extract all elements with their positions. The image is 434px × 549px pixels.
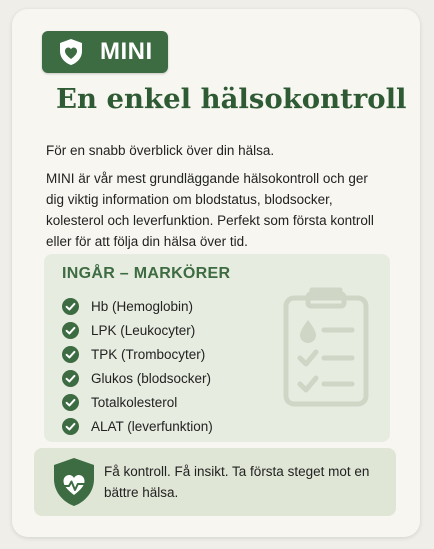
clipboard-checklist-icon — [280, 284, 372, 408]
intro-text: För en snabb överblick över din hälsa. — [46, 143, 275, 158]
marker-label: LPK (Leukocyter) — [91, 322, 196, 338]
list-item — [62, 366, 213, 390]
marker-label: TPK (Trombocyter) — [91, 346, 206, 362]
marker-list — [62, 294, 213, 438]
description-text: MINI är vår mest grundläggande hälsokontroll och ger dig viktig information om blodstatus, blodsocker, kolesterol och leverfunktion. Perfekt som första kontroll eller för att följa din hälsa över tid. — [46, 171, 374, 249]
check-circle-icon — [62, 346, 79, 363]
list-item — [62, 318, 213, 342]
marker-label: Hb (Hemoglobin) — [91, 298, 194, 314]
check-circle-icon — [62, 298, 79, 315]
check-circle-icon — [62, 370, 79, 387]
mini-badge — [42, 31, 168, 73]
check-circle-icon — [62, 322, 79, 339]
marker-label: Totalkolesterol — [91, 394, 178, 410]
list-item — [62, 342, 213, 366]
page-title: En enkel hälsokontroll — [56, 83, 407, 115]
cta-banner — [34, 448, 396, 516]
list-item — [62, 294, 213, 318]
badge-label: MINI — [100, 38, 153, 65]
marker-label: Glukos (blodsocker) — [91, 370, 212, 386]
check-circle-icon — [62, 394, 79, 411]
markers-panel — [44, 254, 390, 442]
markers-heading: INGÅR – MARKÖRER — [62, 265, 231, 282]
shield-heart-icon — [56, 37, 86, 67]
marker-label: ALAT (leverfunktion) — [91, 418, 213, 434]
check-circle-icon — [62, 418, 79, 435]
cta-text: Få kontroll. Få insikt. Ta första steget mot en bättre hälsa. — [104, 464, 370, 500]
shield-heart-icon — [50, 455, 98, 509]
list-item — [62, 390, 213, 414]
list-item — [62, 414, 213, 438]
